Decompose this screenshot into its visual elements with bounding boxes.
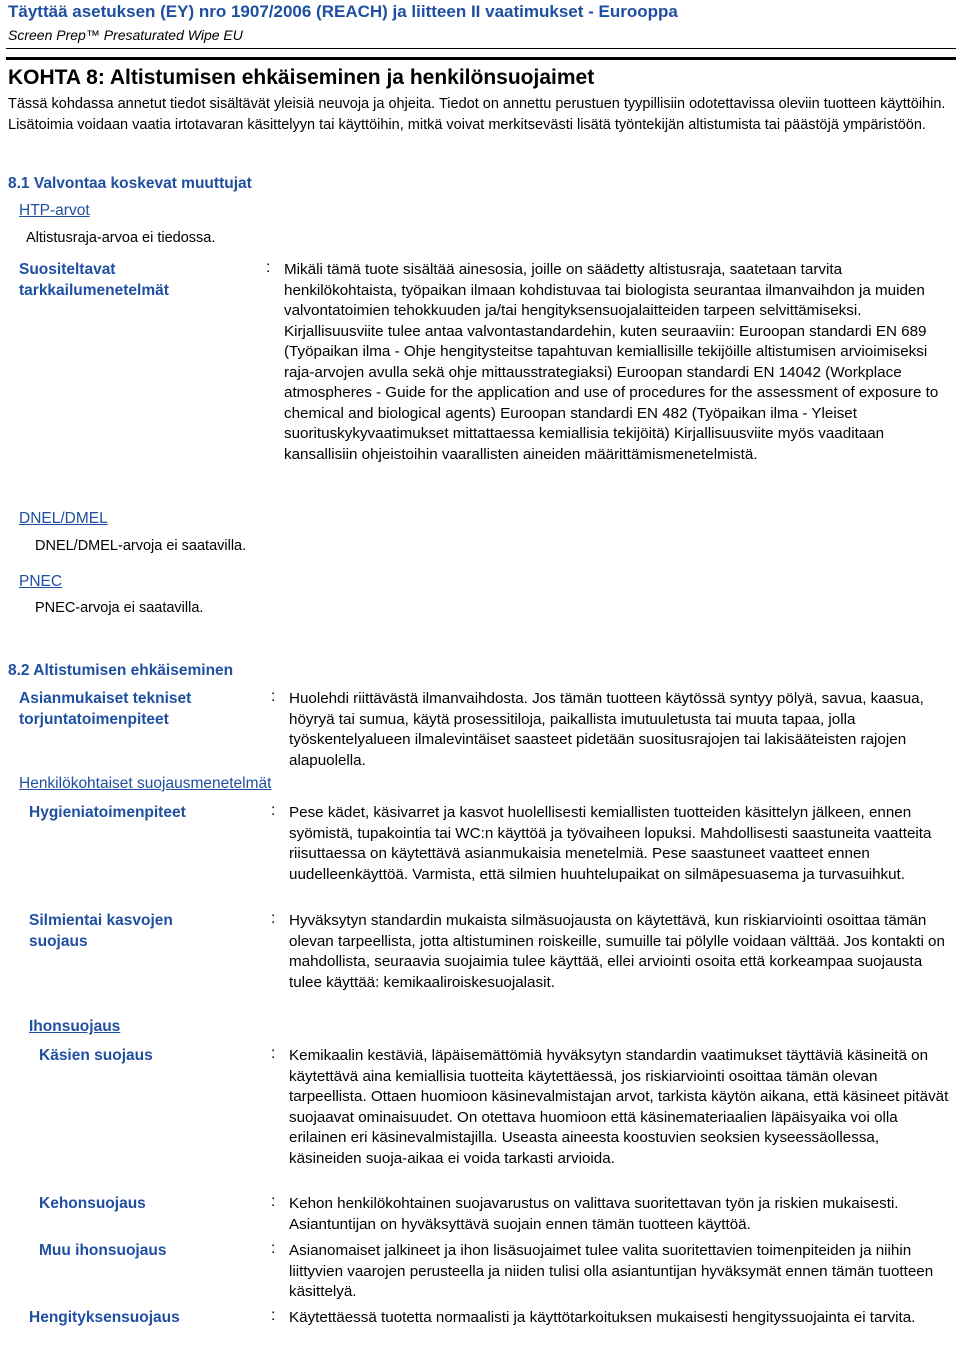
engineering-label: Asianmukaiset tekniset torjuntatoimenpiteet [19,690,192,728]
engineering-text: Huolehdi riittävästä ilmanvaihdosta. Jos tämän tuotteen käytössä syntyy pölyä, savua, kaasua, höyryä tai sumua, käytä prosessitiloja, paikallista imutuuletusta tai muuta tapaa, jolla työskentelyalueen ilmalevintäiset saasteet pidetään suositusrajojen tai lakisääteisten rajojen alapuolella. [289,690,924,769]
header-divider-thick [6,57,956,60]
header-divider-thin [6,48,956,49]
other-skin-protection-label: Muu ihonsuojaus [39,1242,167,1259]
monitoring-text: Mikäli tämä tuote sisältää ainesosia, joille on säädetty altistusraja, saatetaan tarvita henkilökohtaista, työpaikan ilmaan kohdistuvaa tai biologista seurantaa ilmanvaihdon ja muiden valvontatoimien tehokkuuden ja/tai hengityksensuojalaitteiden tarpeen selvittämiseksi. Kirjallisuusviite tulee antaa valvontastandardehin, kuten seuraaviin: Euroopan standardi EN 689 (Työpaikan ilma - Ohje hengitysteitse tapahtuvan kemiallisille tekijöille altistumisen arvioimiseksi raja-arvojen avulla sekä ohje mittausstrategiaksi) Euroopan standardi EN 14042 (Workplace atmospheres - Guide for the application and use of procedures for the assessment of exposure to chemical and biological agents) Euroopan standardi EN 482 (Työpaikan ilma - Yleiset suorituskykyvaatimukset mittattaessa kemiallisia tekijöitä) Kirjallisuusviite myös vaaditaan kansallisiin ohjeistoihin vaarallisten aineiden määrittämismenetelmistä. [284,261,939,463]
hygiene-text: Pese kädet, käsivarret ja kasvot huolellisesti kemiallisten tuotteiden käsittelyn jälkeen, ennen syömistä, tupakointia tai WC:n käyttöä ja työvaiheen lopuksi. Mahdollisesti saastuneita vaatteita riisuttaessa on käytettävä asianmukaisia menetelmiä. Pese saastuneet vaatteet ennen uudelleenkäyttöä. Varmista, että silmien huuhtelupaikat on silmäpesuasema ja turvasuihkut. [289,804,932,883]
hand-protection-colon: : [271,1045,276,1062]
dnel-label: DNEL/DMEL [19,510,108,527]
subsection-8-2-title: 8.2 Altistumisen ehkäiseminen [8,662,234,679]
eye-protection-colon: : [271,910,276,927]
respiratory-protection-colon: : [271,1307,276,1324]
respiratory-protection-label: Hengityksensuojaus [29,1309,180,1326]
pnec-label: PNEC [19,573,63,590]
document-header-title: Täyttää asetuksen (EY) nro 1907/2006 (REACH) ja liitteen II vaatimukset - Eurooppa [8,2,678,21]
respiratory-protection-text: Käytettäessä tuotetta normaalisti ja käyttötarkoituksen mukaisesti hengityssuojainta ei tarvita. [289,1309,916,1326]
other-skin-protection-colon: : [271,1240,276,1257]
personal-protection-label: Henkilökohtaiset suojausmenetelmät [19,775,272,792]
product-name: Screen Prep™ Presaturated Wipe EU [8,27,243,43]
hand-protection-text: Kemikaalin kestäviä, läpäisemättömiä hyväksytyn standardin vaatimukset täyttäviä käsineitä on käytettävä aina kemiallisia tuotteita käytettäessä, jos riskiarviointi osoittaa tämän olevan tarpeellista. Ottaen huomioon käsinevalmistajan arvot, tarkista käytön aikana, että käsineet pitävät suojaavat ominaisuudet. On otettava huomioon että käsinemateriaalien läpäisyaika voi olla erilainen eri käsinevalmistajilla. Useasta aineesta koostuvien seoksien kyseessäollessa, käsineiden suoja-aikaa ei voida tarkasti arvioida. [289,1047,949,1167]
skin-protection-label: Ihonsuojaus [29,1018,121,1035]
monitoring-colon: : [266,259,271,276]
section-intro: Tässä kohdassa annetut tiedot sisältävät yleisiä neuvoja ja ohjeita. Tiedot on annettu perustuen tyypillisiin odotettavissa oleviin tuotteen käyttöihin. Lisätoimia voidaan vaatia irtotavaran käsittelyyn tai käyttöihin, mitkä voivat merkitsevästi lisätä työntekijän altistumista tai päästöjä ympäristöön. [8,96,946,133]
dnel-text: DNEL/DMEL-arvoja ei saatavilla. [35,538,247,554]
body-protection-colon: : [271,1193,276,1210]
hand-protection-label: Käsien suojaus [39,1047,153,1064]
section-title: KOHTA 8: Altistumisen ehkäiseminen ja henkilönsuojaimet [8,66,595,89]
subsection-8-1-title: 8.1 Valvontaa koskevat muuttujat [8,175,252,192]
other-skin-protection-text: Asianomaiset jalkineet ja ihon lisäsuojaimet tulee valita suoritettavien toimenpiteiden ja niihin liittyvien vaarojen perusteella ja niiden tulisi olla asiantuntijan hyväksymät ennen tämän tuotteen käsittelyä. [289,1242,934,1300]
htp-text: Altistusraja-arvoa ei tiedossa. [26,230,216,246]
hygiene-colon: : [271,802,276,819]
eye-protection-text: Hyväksytyn standardin mukaista silmäsuojausta on käytettävä, kun riskiarviointi osoittaa tämän olevan tarpeellista, jotta altistuminen roiskeille, sumuille tai pölylle voidaan välttää. Jos kontakti on mahdollista, seuraavia suojaimia tulee käyttää, ellei arviointi osoita että korkeampaa suojausta tulee käyttää: kemikaaliroiskesuojalasit. [289,912,945,991]
engineering-colon: : [271,688,276,705]
body-protection-text: Kehon henkilökohtainen suojavarustus on valittava suoritettavan työn ja riskien mukaisesti. Asiantuntijan on hyväksyttävä suojain ennen tämän tuotteen käyttöä. [289,1195,899,1233]
eye-protection-label: Silmientai kasvojen suojaus [29,912,173,950]
monitoring-label: Suositeltavat tarkkailumenetelmät [19,261,169,299]
hygiene-label: Hygieniatoimenpiteet [29,804,186,821]
pnec-text: PNEC-arvoja ei saatavilla. [35,600,204,616]
body-protection-label: Kehonsuojaus [39,1195,146,1212]
htp-label: HTP-arvot [19,202,90,219]
